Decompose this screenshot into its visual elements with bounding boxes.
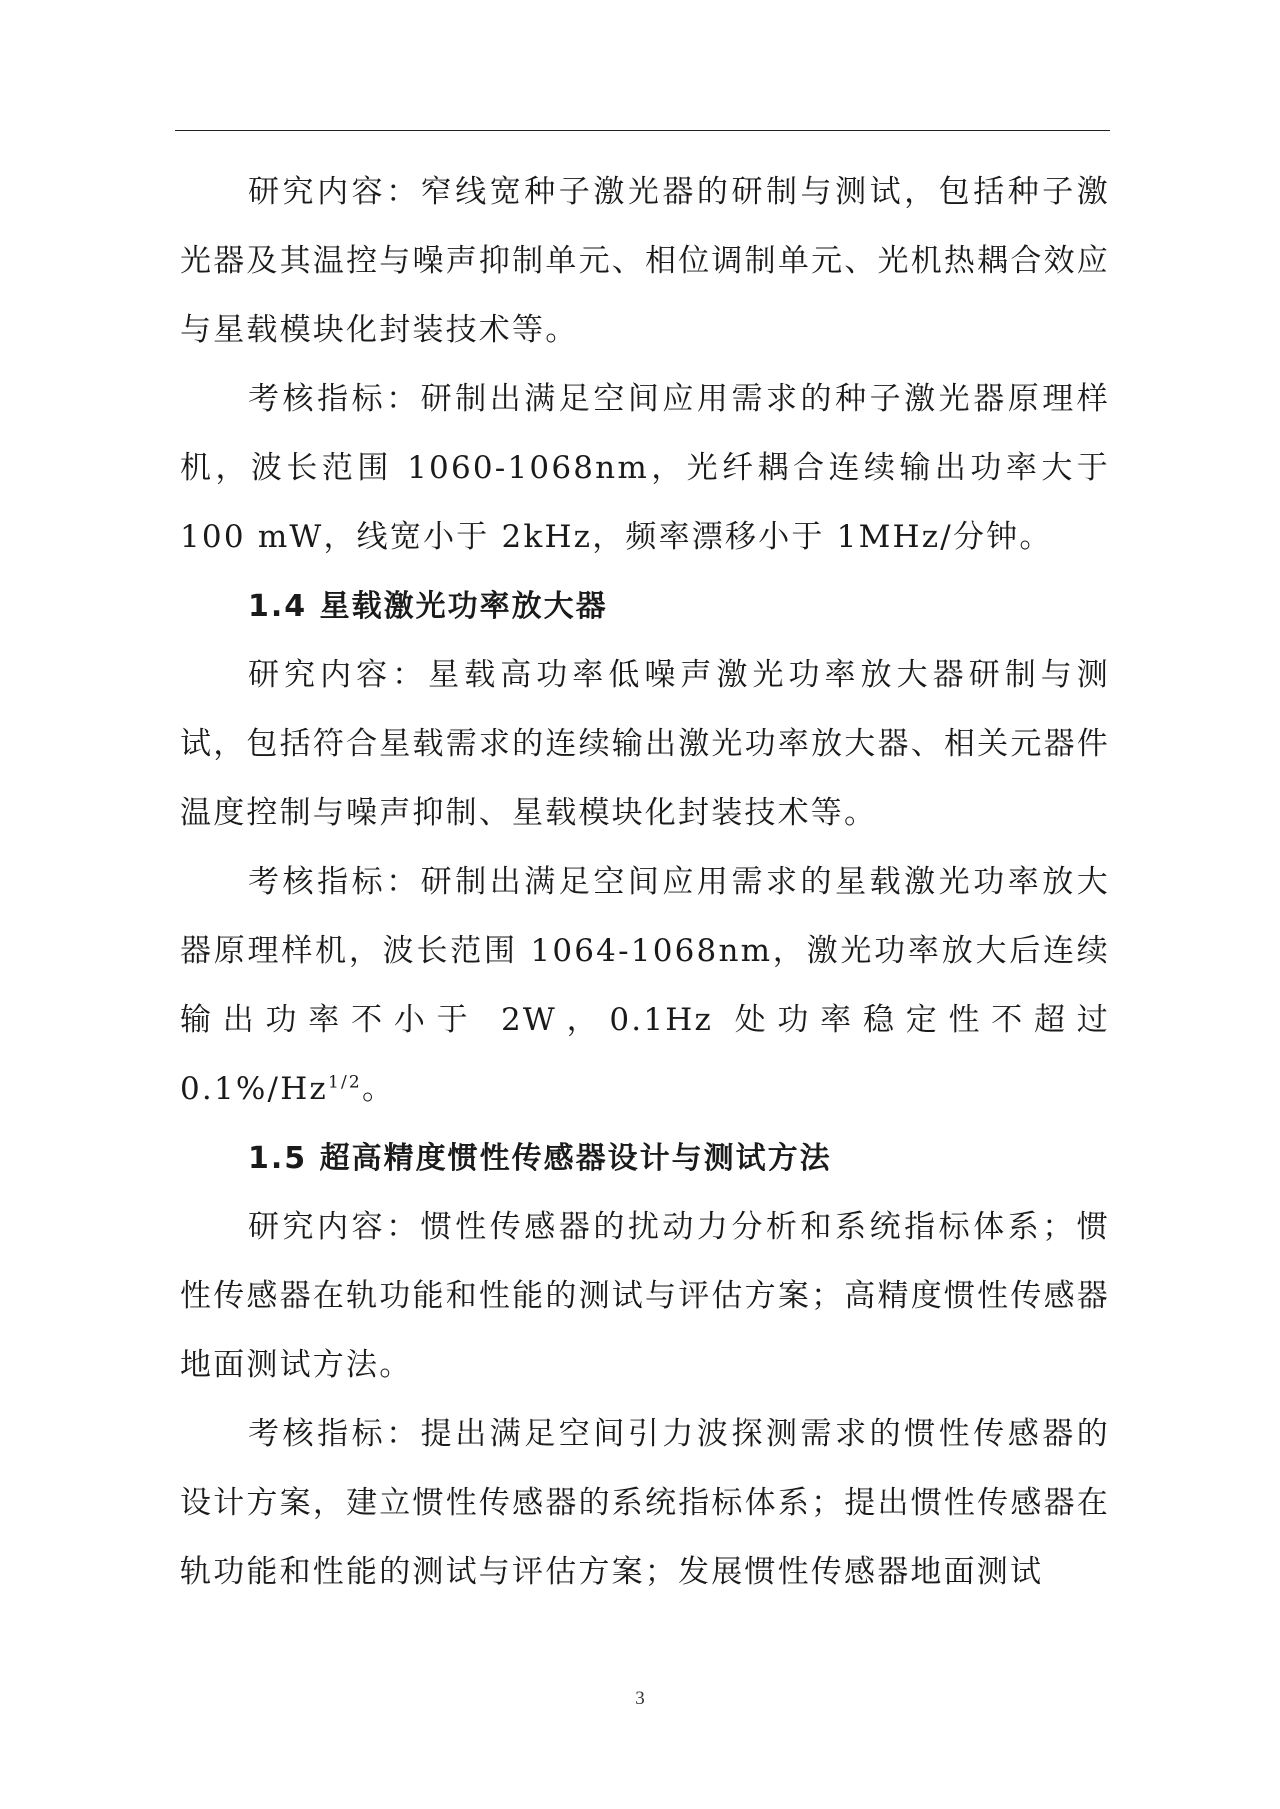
document-body [180,158,1110,1607]
paragraph-amplifier-metrics [180,848,1110,1124]
section-heading-1-5: 1.5 超高精度惯性传感器设计与测试方法 [248,1141,832,1176]
section-heading-1-4: 1.4 星载激光功率放大器 [248,589,608,624]
amplifier-metrics-text: 考核指标：研制出满足空间应用需求的星载激光功率放大器原理样机，波长范围 1064-1068nm，激光功率放大后连续输出功率不小于 2W，0.1Hz 处功率稳定性不超过 0.1%/Hz [180,864,1110,1107]
paragraph-seed-laser-metrics: 考核指标：研制出满足空间应用需求的种子激光器原理样机，波长范围 1060-1068nm，光纤耦合连续输出功率大于 100 mW，线宽小于 2kHz，频率漂移小于 1MHz/分钟。 [180,381,1110,555]
superscript-exponent: 1/2 [327,1072,362,1093]
paragraph-amplifier-research: 研究内容：星载高功率低噪声激光功率放大器研制与测试，包括符合星载需求的连续输出激光功率放大器、相关元器件温度控制与噪声抑制、星载模块化封装技术等。 [180,657,1110,831]
amplifier-metrics-tail: 。 [361,1071,396,1107]
paragraph-inertial-sensor-research: 研究内容：惯性传感器的扰动力分析和系统指标体系；惯性传感器在轨功能和性能的测试与评估方案；高精度惯性传感器地面测试方法。 [180,1209,1110,1383]
header-rule [175,130,1110,131]
page-number: 3 [635,1688,645,1709]
paragraph-seed-laser-research: 研究内容：窄线宽种子激光器的研制与测试，包括种子激光器及其温控与噪声抑制单元、相位调制单元、光机热耦合效应与星载模块化封装技术等。 [180,174,1110,348]
paragraph-inertial-sensor-metrics: 考核指标：提出满足空间引力波探测需求的惯性传感器的设计方案，建立惯性传感器的系统指标体系；提出惯性传感器在轨功能和性能的测试与评估方案；发展惯性传感器地面测试 [180,1416,1110,1590]
